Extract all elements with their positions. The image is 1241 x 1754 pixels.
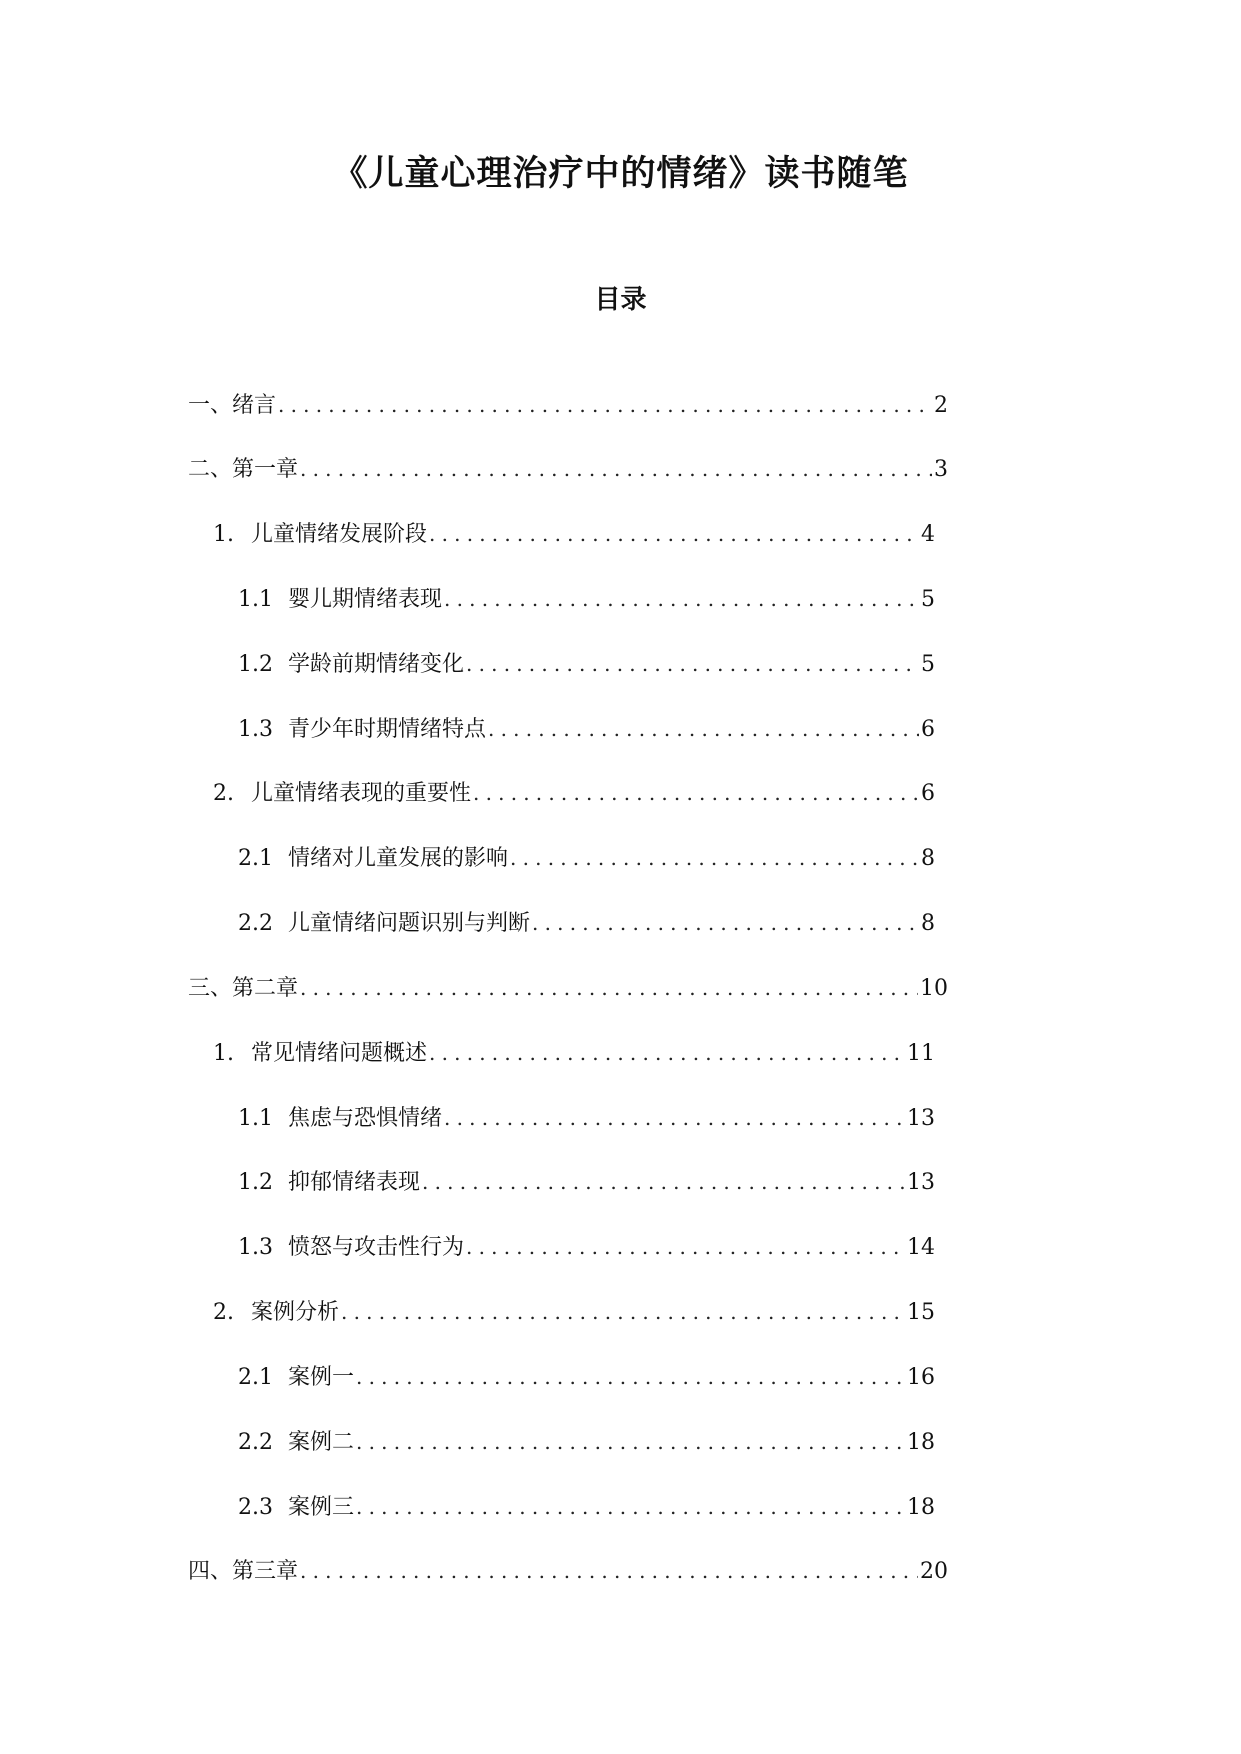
toc-dot-leader — [356, 1490, 905, 1524]
toc-entry-number: 2.1 — [238, 846, 273, 871]
toc-entry-label: 绪言 — [232, 393, 277, 418]
toc-entry[interactable] — [238, 712, 935, 746]
toc-entry-number: 1.1 — [238, 587, 273, 612]
toc-entry[interactable] — [188, 388, 948, 422]
toc-entry-label: 青少年时期情绪特点 — [288, 717, 487, 742]
toc-dot-leader — [532, 906, 919, 940]
toc-dot-leader — [300, 971, 918, 1005]
toc-entry-number: 1.3 — [238, 717, 273, 742]
toc-dot-leader — [429, 517, 919, 551]
toc-entry[interactable] — [238, 647, 935, 681]
toc-dot-leader — [473, 776, 919, 810]
toc-entry-number: 1.2 — [238, 652, 273, 677]
toc-entry[interactable] — [238, 1425, 935, 1459]
toc-heading: 目录 — [594, 285, 647, 315]
toc-dot-leader — [422, 1165, 905, 1199]
toc-entry-label: 焦虑与恐惧情绪 — [288, 1106, 443, 1131]
toc-entry[interactable] — [213, 776, 935, 810]
toc-entry-label: 婴儿期情绪表现 — [288, 587, 443, 612]
toc-entry-number: 一、 — [188, 393, 233, 418]
toc-entry-label: 第三章 — [232, 1559, 299, 1584]
toc-entry-label: 愤怒与攻击性行为 — [288, 1235, 465, 1260]
toc-dot-leader — [466, 1230, 905, 1264]
toc-dot-leader — [488, 712, 919, 746]
toc-entry-label: 案例二 — [288, 1430, 355, 1455]
toc-entry[interactable] — [238, 1165, 935, 1199]
toc-entry[interactable] — [238, 1101, 935, 1135]
toc-entry[interactable] — [213, 1295, 935, 1329]
toc-entry-page: 6 — [921, 781, 935, 806]
toc-entry-label: 案例三 — [288, 1495, 355, 1520]
toc-entry-label: 第一章 — [232, 457, 299, 482]
toc-entry-number: 二、 — [188, 457, 233, 482]
toc-entry-number: 2.2 — [238, 911, 273, 936]
toc-entry-label: 儿童情绪发展阶段 — [251, 522, 428, 547]
toc-entry-label: 儿童情绪表现的重要性 — [251, 781, 472, 806]
toc-dot-leader — [356, 1425, 905, 1459]
toc-entry-label: 常见情绪问题概述 — [251, 1041, 428, 1066]
toc-entry-page: 11 — [907, 1041, 935, 1066]
toc-entry-number: 1.1 — [238, 1106, 273, 1131]
toc-entry-page: 14 — [907, 1235, 935, 1260]
toc-entry[interactable] — [238, 1490, 935, 1524]
toc-entry-number: 1. — [213, 1041, 234, 1066]
toc-entry-number: 2. — [213, 781, 234, 806]
toc-entry-label: 儿童情绪问题识别与判断 — [288, 911, 531, 936]
toc-entry-page: 4 — [921, 522, 935, 547]
toc-dot-leader — [278, 388, 932, 422]
toc-entry-label: 案例分析 — [251, 1300, 340, 1325]
toc-entry-number: 四、 — [188, 1559, 233, 1584]
toc-entry-page: 2 — [934, 393, 948, 418]
toc-entry[interactable] — [213, 1036, 935, 1070]
toc-entry[interactable] — [238, 1230, 935, 1264]
toc-entry-label: 抑郁情绪表现 — [288, 1170, 421, 1195]
toc-entry-page: 13 — [907, 1106, 935, 1131]
toc-entry[interactable] — [188, 452, 948, 486]
toc-entry-number: 1. — [213, 522, 234, 547]
toc-entry[interactable] — [238, 582, 935, 616]
toc-dot-leader — [300, 1554, 918, 1588]
toc-entry[interactable] — [213, 517, 935, 551]
toc-entry[interactable] — [238, 841, 935, 875]
toc-dot-leader — [510, 841, 919, 875]
document-title: 《儿童心理治疗中的情绪》读书随笔 — [332, 154, 909, 194]
toc-dot-leader — [356, 1360, 905, 1394]
toc-entry-page: 8 — [921, 911, 935, 936]
toc-entry[interactable] — [188, 971, 948, 1005]
toc-dot-leader — [444, 1101, 905, 1135]
toc-entry-page: 16 — [907, 1365, 935, 1390]
toc-entry-number: 三、 — [188, 976, 233, 1001]
toc-entry-page: 5 — [921, 587, 935, 612]
toc-entry-page: 13 — [907, 1170, 935, 1195]
toc-entry-page: 3 — [934, 457, 948, 482]
toc-entry-label: 第二章 — [232, 976, 299, 1001]
toc-entry-number: 2.1 — [238, 1365, 273, 1390]
toc-entry-label: 学龄前期情绪变化 — [288, 652, 465, 677]
toc-entry-page: 6 — [921, 717, 935, 742]
toc-entry-label: 案例一 — [288, 1365, 355, 1390]
toc-entry-label: 情绪对儿童发展的影响 — [288, 846, 509, 871]
toc-entry-page: 18 — [907, 1430, 935, 1455]
toc-entry-page: 15 — [907, 1300, 935, 1325]
toc-entry-page: 8 — [921, 846, 935, 871]
toc-entry[interactable] — [238, 1360, 935, 1394]
toc-entry-number: 1.3 — [238, 1235, 273, 1260]
toc-entry[interactable] — [238, 906, 935, 940]
toc-entry-number: 2.3 — [238, 1495, 273, 1520]
toc-entry-page: 20 — [920, 1559, 948, 1584]
toc-entry-number: 2. — [213, 1300, 234, 1325]
toc-entry-number: 1.2 — [238, 1170, 273, 1195]
toc-entry-page: 5 — [921, 652, 935, 677]
toc-entry-page: 18 — [907, 1495, 935, 1520]
toc-dot-leader — [444, 582, 919, 616]
toc-dot-leader — [300, 452, 932, 486]
toc-dot-leader — [341, 1295, 905, 1329]
toc-dot-leader — [429, 1036, 905, 1070]
toc-dot-leader — [466, 647, 919, 681]
toc-entry-number: 2.2 — [238, 1430, 273, 1455]
toc-entry-page: 10 — [920, 976, 948, 1001]
toc-entry[interactable] — [188, 1554, 948, 1588]
